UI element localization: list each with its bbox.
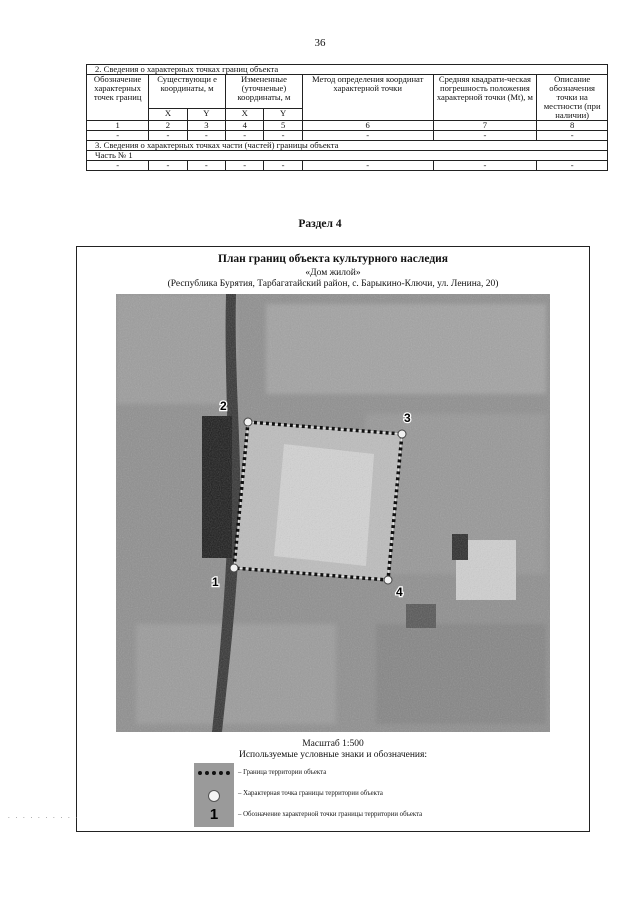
table-cell: 2 xyxy=(149,121,187,131)
boundary-point-4 xyxy=(384,576,392,584)
table-cell: - xyxy=(149,161,187,171)
table-cell: - xyxy=(187,161,225,171)
section-3-title: 3. Сведения о характерных точках части (частей) границы объекта xyxy=(87,141,608,151)
header-existing-coords: Существующи е координаты, м xyxy=(149,75,226,109)
table-row xyxy=(87,161,608,171)
header-method: Метод определения координат характерной точки xyxy=(302,75,433,121)
legend-text: – Граница территории объекта xyxy=(238,769,327,776)
table-cell: 6 xyxy=(302,121,433,131)
table-cell: - xyxy=(87,161,149,171)
legend-text: – Обозначение характерной точки границы территории объекта xyxy=(238,811,423,818)
table-cell: 3 xyxy=(187,121,225,131)
header-description: Описание обозначения точки на местности (при наличии) xyxy=(537,75,608,121)
legend-item-point xyxy=(194,784,554,806)
table-cell: - xyxy=(433,161,537,171)
header-error: Средняя квадрати-ческая погрешность положения характерной точки (Mt), м xyxy=(433,75,537,121)
header-y: Y xyxy=(187,108,225,120)
header-x: X xyxy=(226,108,264,120)
aerial-map xyxy=(116,294,550,732)
table-row xyxy=(87,121,608,131)
point-label-2: 2 xyxy=(220,399,227,413)
table-row xyxy=(87,131,608,141)
map-scale: Масштаб 1:500 xyxy=(302,739,364,749)
header-changed-coords: Измененные (уточненые) координаты, м xyxy=(226,75,303,109)
table-cell: - xyxy=(149,131,187,141)
point-label-4: 4 xyxy=(396,585,403,599)
table-cell: - xyxy=(537,161,608,171)
boundary-line-icon xyxy=(198,771,230,775)
table-cell: - xyxy=(87,131,149,141)
table-cell: - xyxy=(537,131,608,141)
section-2-title: 2. Сведения о характерных точках границ объекта xyxy=(87,65,608,75)
table-cell: 4 xyxy=(226,121,264,131)
table-cell: 7 xyxy=(433,121,537,131)
header-point-designation: Обозначение характерных точек границ xyxy=(87,75,149,121)
legend-swatch xyxy=(194,784,234,806)
section-heading: Раздел 4 xyxy=(298,218,342,230)
point-label-3: 3 xyxy=(404,411,411,425)
table-cell: - xyxy=(226,131,264,141)
boundary-point-3 xyxy=(398,430,406,438)
table-cell: 5 xyxy=(264,121,302,131)
point-marker-icon xyxy=(208,790,220,802)
characteristic-points-table xyxy=(86,64,608,171)
legend-item-boundary xyxy=(194,763,554,785)
legend-title: Используемые условные знаки и обозначения: xyxy=(238,750,427,760)
header-y: Y xyxy=(264,108,302,120)
legend-item-label xyxy=(194,805,554,827)
legend-text: – Характерная точка границы территории объекта xyxy=(238,790,383,797)
legend-swatch xyxy=(194,763,234,785)
plan-object-name: «Дом жилой» xyxy=(305,268,361,278)
header-x: X xyxy=(149,108,187,120)
boundary-point-1 xyxy=(230,564,238,572)
table-cell: - xyxy=(433,131,537,141)
table-cell: - xyxy=(264,131,302,141)
table-cell: - xyxy=(187,131,225,141)
point-label-1: 1 xyxy=(212,575,219,589)
legend-swatch xyxy=(194,805,234,827)
point-number-icon: 1 xyxy=(209,806,219,823)
part-label: Часть № 1 xyxy=(87,151,608,161)
table-cell: - xyxy=(302,161,433,171)
plan-address: (Республика Бурятия, Тарбагатайский район, с. Барыкино-Ключи, ул. Ленина, 20) xyxy=(167,279,499,289)
margin-dots: . . . . . . . . . . xyxy=(8,812,80,820)
table-cell: - xyxy=(302,131,433,141)
plan-title: План границ объекта культурного наследия xyxy=(218,253,448,265)
page-number: 36 xyxy=(314,37,326,49)
table-cell: - xyxy=(264,161,302,171)
table-cell: - xyxy=(226,161,264,171)
boundary-point-2 xyxy=(244,418,252,426)
table-cell: 1 xyxy=(87,121,149,131)
table-cell: 8 xyxy=(537,121,608,131)
